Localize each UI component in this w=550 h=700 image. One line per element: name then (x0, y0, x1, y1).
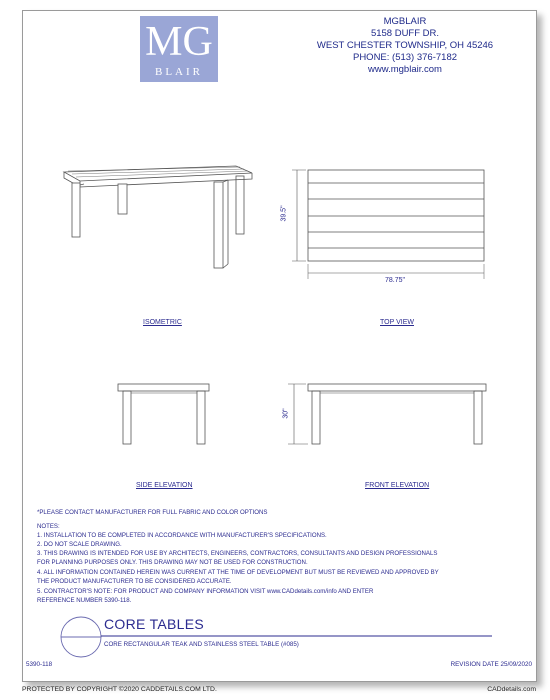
notes-heading: NOTES: (37, 523, 60, 530)
copyright-notice: PROTECTED BY COPYRIGHT ©2020 CADDETAILS.COM LTD. (22, 686, 217, 693)
note-line: 3. THIS DRAWING IS INTENDED FOR USE BY ARCHITECTS, ENGINEERS, CONTRACTORS, CONSULTANTS AND DESIGN PROFESSIONALS (37, 550, 438, 557)
note-line: FOR PLANNING PURPOSES ONLY. THIS DRAWING MAY NOT BE USED FOR CONSTRUCTION. (37, 559, 308, 566)
note-line: THE PRODUCT MANUFACTURER TO BE CONSIDERED ACCURATE. (37, 578, 232, 585)
note-line: 2. DO NOT SCALE DRAWING. (37, 541, 122, 548)
company-address-line1: 5158 DUFF DR. (370, 28, 440, 39)
note-line: 5. CONTRACTOR'S NOTE: FOR PRODUCT AND COMPANY INFORMATION VISIT www.CADdetails.com/info AND ENTER (37, 588, 374, 595)
company-phone: PHONE: (513) 376-7182 (352, 52, 458, 63)
note-line: REFERENCE NUMBER 5390-118. (37, 597, 132, 604)
logo-mg-text: MG (145, 19, 213, 65)
front-elevation (288, 384, 486, 444)
note-line: 4. ALL INFORMATION CONTAINED HEREIN WAS CURRENT AT THE TIME OF DEVELOPMENT BUT MUST BE REVIEWED AND APPROVED BY (37, 569, 439, 576)
revision-date: REVISION DATE 25/09/2020 (450, 661, 532, 668)
top-view-label: TOP VIEW (380, 319, 414, 326)
reference-number: 5390-118 (26, 661, 53, 668)
isometric-view (64, 166, 252, 268)
logo-blair-text: BLAIR (155, 66, 203, 78)
company-address-line2: WEST CHESTER TOWNSHIP, OH 45246 (316, 40, 494, 51)
company-name: MGBLAIR (383, 16, 427, 27)
company-website[interactable]: www.mgblair.com (368, 64, 442, 75)
contact-note: *PLEASE CONTACT MANUFACTURER FOR FULL FABRIC AND COLOR OPTIONS (37, 509, 268, 516)
side-elevation (118, 384, 209, 444)
side-elevation-label: SIDE ELEVATION (136, 482, 193, 489)
drawing-subtitle: CORE RECTANGULAR TEAK AND STAINLESS STEEL TABLE (#085) (104, 641, 299, 648)
top-view (292, 170, 484, 279)
drawing-title: CORE TABLES (104, 616, 205, 632)
isometric-label: ISOMETRIC (143, 319, 182, 326)
caddetails-link[interactable]: CADdetails.com (487, 686, 536, 693)
front-height-dimension: 30" (282, 408, 290, 419)
front-elevation-label: FRONT ELEVATION (365, 482, 430, 489)
note-line: 1. INSTALLATION TO BE COMPLETED IN ACCORDANCE WITH MANUFACTURER'S SPECIFICATIONS. (37, 532, 327, 539)
top-width-dimension: 78.75" (385, 277, 406, 284)
top-depth-dimension: 39.5" (280, 205, 288, 222)
